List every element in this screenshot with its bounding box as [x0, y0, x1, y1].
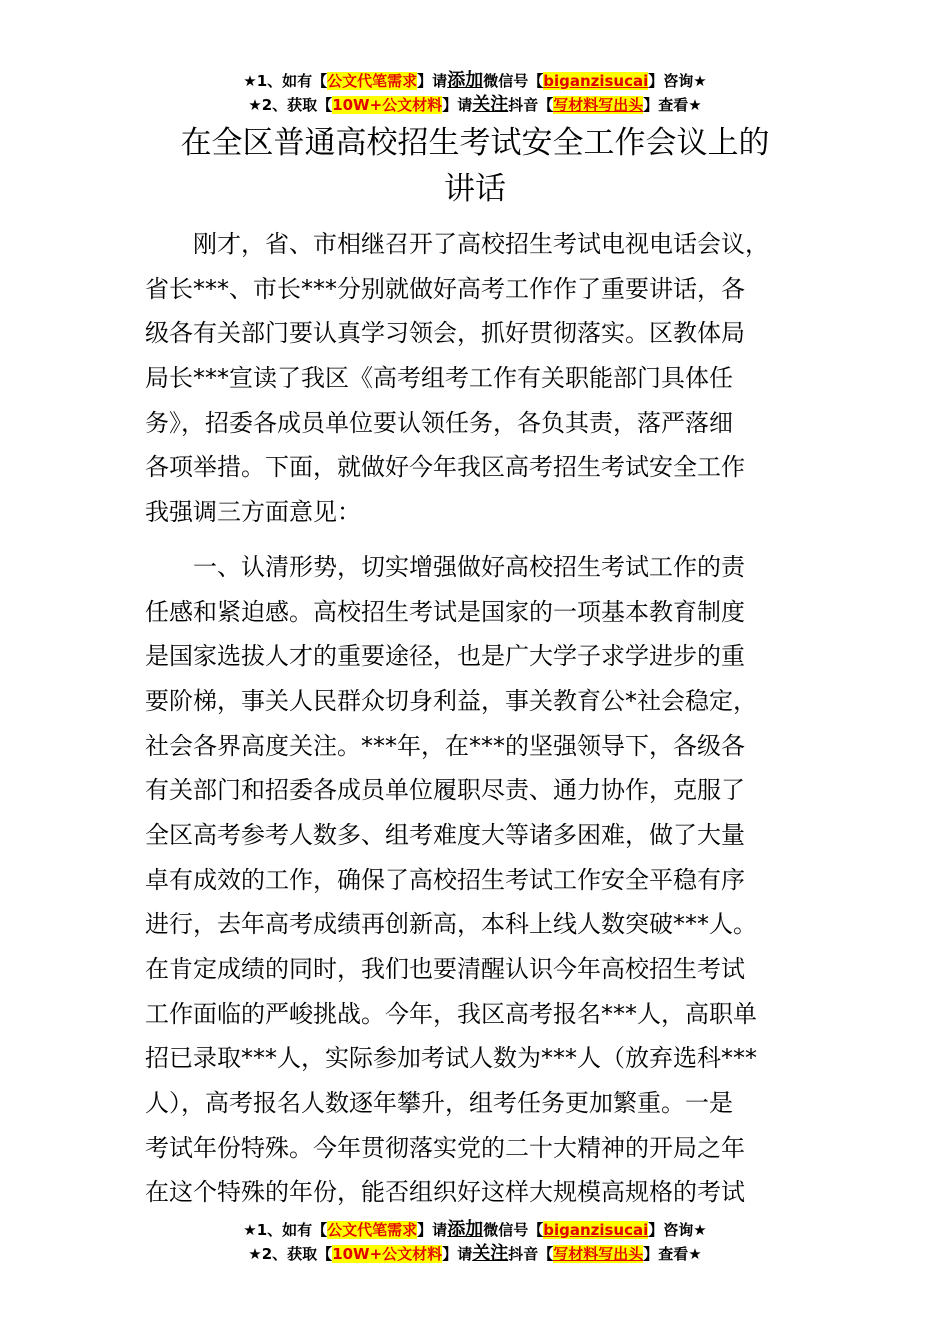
ad-douyin-id: 写材料写出头	[553, 96, 644, 114]
text-line: 刚才，省、市相继召开了高校招生考试电视电话会议，	[145, 230, 769, 258]
ad-text: 】咨询★	[648, 1221, 707, 1239]
text-line: 在肯定成绩的同时，我们也要清醒认识今年高校招生考试	[145, 955, 745, 983]
ad-highlight: 10W+公文材料	[332, 1245, 443, 1263]
text-line: 有关部门和招委各成员单位履职尽责、通力协作，克服了	[145, 776, 745, 805]
text-line: 局长***宣读了我区《高考组考工作有关职能部门具体任	[145, 364, 733, 393]
ad-text: 】请	[442, 96, 473, 114]
ad-text: ★1、如有【	[243, 1221, 328, 1239]
ad-emphasis: 添加	[447, 70, 484, 91]
document-body	[145, 222, 845, 1215]
text-line: 考试年份特殊。今年贯彻落实党的二十大精神的开局之年	[145, 1133, 745, 1162]
ad-line-1	[0, 69, 950, 93]
ad-text: 】查看★	[643, 1245, 702, 1263]
ad-text: 】请	[417, 72, 448, 90]
text-line: 一、认清形势，切实增强做好高校招生考试工作的责	[145, 552, 745, 581]
text-line: 各项举措。下面，就做好今年我区高考招生考试安全工作	[145, 453, 745, 482]
ad-text: ★2、获取【	[248, 96, 333, 114]
ad-wechat-id: biganzisucai	[543, 72, 649, 90]
text-line: 全区高考参考人数多、组考难度大等诸多困难，做了大量	[145, 820, 745, 849]
text-line: 我强调三方面意见：	[145, 498, 361, 527]
paragraph	[145, 222, 845, 535]
text-line: 进行，去年高考成绩再创新高，本科上线人数突破***人。	[145, 910, 757, 939]
title-line: 讲话	[444, 171, 506, 207]
ad-douyin-id: 写材料写出头	[553, 1245, 644, 1263]
text-line: 在这个特殊的年份，能否组织好这样大规模高规格的考试	[145, 1178, 745, 1207]
ad-line-2	[0, 93, 950, 117]
ad-text: ★2、获取【	[248, 1245, 333, 1263]
paragraph	[145, 545, 845, 1215]
text-line: 务》，招委各成员单位要认领任务，各负其责，落严落细	[145, 408, 733, 437]
ad-highlight: 公文代笔需求	[327, 72, 418, 90]
ad-text: 微信号【	[483, 1221, 544, 1239]
text-line: 级各有关部门要认真学习领会，抓好贯彻落实。区教体局	[145, 319, 745, 348]
text-line: 工作面临的严峻挑战。今年，我区高考报名***人，高职单	[145, 999, 757, 1028]
ad-footer-line-1	[0, 1218, 950, 1242]
title-line: 在全区普通高校招生考试安全工作会议上的	[180, 125, 770, 161]
ad-text: 抖音【	[508, 96, 554, 114]
text-line: 要阶梯，事关人民群众切身利益，事关教育公*社会稳定，	[145, 686, 757, 715]
text-line: 社会各界高度关注。***年，在***的坚强领导下，各级各	[145, 731, 745, 760]
ad-text: 微信号【	[483, 72, 544, 90]
page-title	[100, 120, 850, 212]
ad-emphasis: 关注	[472, 94, 509, 115]
ad-text: 】咨询★	[648, 72, 707, 90]
paragraph-gap	[145, 535, 845, 545]
ad-wechat-id: biganzisucai	[543, 1221, 649, 1239]
text-line: 省长***、市长***分别就做好高考工作作了重要讲话，各	[145, 274, 745, 303]
text-line: 任感和紧迫感。高校招生考试是国家的一项基本教育制度	[145, 597, 745, 626]
ad-text: 抖音【	[508, 1245, 554, 1263]
text-line: 招已录取***人，实际参加考试人数为***人（放弃选科***	[145, 1044, 757, 1073]
ad-highlight: 公文代笔需求	[327, 1221, 418, 1239]
ad-emphasis: 添加	[447, 1219, 484, 1240]
ad-text: 】请	[417, 1221, 448, 1239]
text-line: 卓有成效的工作，确保了高校招生考试工作安全平稳有序	[145, 865, 745, 894]
text-line: 人），高考报名人数逐年攀升，组考任务更加繁重。一是	[145, 1089, 733, 1118]
ad-footer-line-2	[0, 1242, 950, 1266]
ad-text: ★1、如有【	[243, 72, 328, 90]
ad-text: 】查看★	[643, 96, 702, 114]
ad-emphasis: 关注	[472, 1243, 509, 1264]
text-line: 是国家选拔人才的重要途径，也是广大学子求学进步的重	[145, 642, 745, 671]
ad-text: 】请	[442, 1245, 473, 1263]
ad-highlight: 10W+公文材料	[332, 96, 443, 114]
